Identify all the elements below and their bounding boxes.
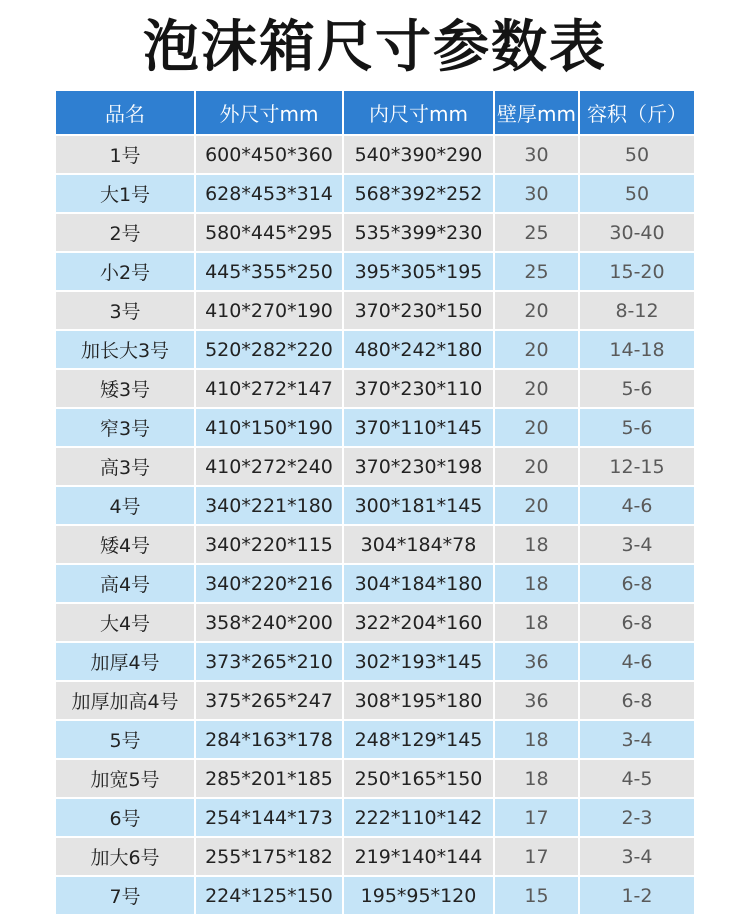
table-row <box>56 448 694 487</box>
cell-name: 7号 <box>56 877 194 914</box>
cell-name: 3号 <box>56 292 194 329</box>
table-row <box>56 604 694 643</box>
cell-inner-size: 370*230*198 <box>344 448 493 485</box>
cell-wall-thickness: 30 <box>495 136 578 173</box>
table-header-row <box>56 91 694 136</box>
table-row <box>56 721 694 760</box>
table-row <box>56 214 694 253</box>
cell-outer-size: 340*220*216 <box>196 565 342 602</box>
cell-inner-size: 370*230*150 <box>344 292 493 329</box>
cell-outer-size: 410*272*240 <box>196 448 342 485</box>
cell-inner-size: 195*95*120 <box>344 877 493 914</box>
cell-volume: 4-5 <box>580 760 694 797</box>
cell-wall-thickness: 36 <box>495 682 578 719</box>
cell-wall-thickness: 20 <box>495 370 578 407</box>
cell-inner-size: 395*305*195 <box>344 253 493 290</box>
cell-outer-size: 340*220*115 <box>196 526 342 563</box>
cell-outer-size: 224*125*150 <box>196 877 342 914</box>
cell-outer-size: 445*355*250 <box>196 253 342 290</box>
cell-outer-size: 628*453*314 <box>196 175 342 212</box>
table-row <box>56 253 694 292</box>
cell-volume: 50 <box>580 175 694 212</box>
cell-inner-size: 308*195*180 <box>344 682 493 719</box>
cell-name: 大4号 <box>56 604 194 641</box>
header-wall-thickness: 壁厚mm <box>495 91 578 134</box>
header-name: 品名 <box>56 91 194 134</box>
cell-wall-thickness: 18 <box>495 604 578 641</box>
cell-inner-size: 219*140*144 <box>344 838 493 875</box>
cell-wall-thickness: 17 <box>495 838 578 875</box>
cell-wall-thickness: 20 <box>495 487 578 524</box>
cell-inner-size: 302*193*145 <box>344 643 493 680</box>
cell-name: 窄3号 <box>56 409 194 446</box>
table-row <box>56 643 694 682</box>
cell-volume: 6-8 <box>580 682 694 719</box>
table-row <box>56 565 694 604</box>
cell-inner-size: 535*399*230 <box>344 214 493 251</box>
size-table <box>56 91 694 916</box>
table-row <box>56 292 694 331</box>
cell-outer-size: 410*270*190 <box>196 292 342 329</box>
cell-name: 大1号 <box>56 175 194 212</box>
cell-outer-size: 580*445*295 <box>196 214 342 251</box>
cell-outer-size: 520*282*220 <box>196 331 342 368</box>
cell-name: 6号 <box>56 799 194 836</box>
cell-inner-size: 250*165*150 <box>344 760 493 797</box>
table-row <box>56 526 694 565</box>
cell-name: 矮4号 <box>56 526 194 563</box>
cell-name: 加大6号 <box>56 838 194 875</box>
cell-outer-size: 410*150*190 <box>196 409 342 446</box>
cell-inner-size: 568*392*252 <box>344 175 493 212</box>
cell-volume: 30-40 <box>580 214 694 251</box>
cell-volume: 14-18 <box>580 331 694 368</box>
table-row <box>56 877 694 916</box>
cell-inner-size: 248*129*145 <box>344 721 493 758</box>
table-row <box>56 838 694 877</box>
cell-wall-thickness: 20 <box>495 448 578 485</box>
cell-name: 小2号 <box>56 253 194 290</box>
cell-volume: 4-6 <box>580 487 694 524</box>
cell-name: 加宽5号 <box>56 760 194 797</box>
cell-inner-size: 304*184*78 <box>344 526 493 563</box>
cell-wall-thickness: 18 <box>495 565 578 602</box>
cell-volume: 3-4 <box>580 526 694 563</box>
cell-volume: 50 <box>580 136 694 173</box>
cell-outer-size: 284*163*178 <box>196 721 342 758</box>
cell-volume: 3-4 <box>580 838 694 875</box>
table-row <box>56 331 694 370</box>
cell-outer-size: 410*272*147 <box>196 370 342 407</box>
cell-wall-thickness: 25 <box>495 253 578 290</box>
cell-volume: 5-6 <box>580 370 694 407</box>
cell-wall-thickness: 36 <box>495 643 578 680</box>
cell-wall-thickness: 17 <box>495 799 578 836</box>
table-body <box>56 136 694 916</box>
header-inner-size: 内尺寸mm <box>344 91 493 134</box>
cell-name: 加厚加高4号 <box>56 682 194 719</box>
cell-wall-thickness: 18 <box>495 526 578 563</box>
cell-volume: 3-4 <box>580 721 694 758</box>
header-outer-size: 外尺寸mm <box>196 91 342 134</box>
cell-outer-size: 375*265*247 <box>196 682 342 719</box>
cell-name: 加长大3号 <box>56 331 194 368</box>
table-row <box>56 799 694 838</box>
cell-wall-thickness: 30 <box>495 175 578 212</box>
cell-outer-size: 373*265*210 <box>196 643 342 680</box>
cell-name: 高3号 <box>56 448 194 485</box>
cell-outer-size: 358*240*200 <box>196 604 342 641</box>
cell-outer-size: 255*175*182 <box>196 838 342 875</box>
cell-name: 加厚4号 <box>56 643 194 680</box>
table-row <box>56 370 694 409</box>
header-volume: 容积（斤） <box>580 91 694 134</box>
cell-name: 1号 <box>56 136 194 173</box>
table-row <box>56 682 694 721</box>
cell-outer-size: 600*450*360 <box>196 136 342 173</box>
cell-outer-size: 340*221*180 <box>196 487 342 524</box>
cell-volume: 8-12 <box>580 292 694 329</box>
table-row <box>56 175 694 214</box>
cell-outer-size: 254*144*173 <box>196 799 342 836</box>
cell-volume: 5-6 <box>580 409 694 446</box>
cell-inner-size: 370*110*145 <box>344 409 493 446</box>
cell-volume: 15-20 <box>580 253 694 290</box>
cell-name: 矮3号 <box>56 370 194 407</box>
cell-wall-thickness: 20 <box>495 409 578 446</box>
page-title: 泡沫箱尺寸参数表 <box>143 15 607 80</box>
table-row <box>56 760 694 799</box>
cell-outer-size: 285*201*185 <box>196 760 342 797</box>
cell-wall-thickness: 20 <box>495 331 578 368</box>
cell-name: 5号 <box>56 721 194 758</box>
cell-wall-thickness: 18 <box>495 760 578 797</box>
cell-name: 2号 <box>56 214 194 251</box>
cell-inner-size: 370*230*110 <box>344 370 493 407</box>
cell-inner-size: 222*110*142 <box>344 799 493 836</box>
cell-inner-size: 480*242*180 <box>344 331 493 368</box>
cell-wall-thickness: 18 <box>495 721 578 758</box>
cell-volume: 12-15 <box>580 448 694 485</box>
cell-inner-size: 540*390*290 <box>344 136 493 173</box>
cell-wall-thickness: 25 <box>495 214 578 251</box>
cell-inner-size: 300*181*145 <box>344 487 493 524</box>
cell-wall-thickness: 20 <box>495 292 578 329</box>
table-row <box>56 409 694 448</box>
cell-name: 4号 <box>56 487 194 524</box>
cell-volume: 6-8 <box>580 565 694 602</box>
cell-volume: 2-3 <box>580 799 694 836</box>
cell-name: 高4号 <box>56 565 194 602</box>
cell-wall-thickness: 15 <box>495 877 578 914</box>
cell-volume: 4-6 <box>580 643 694 680</box>
table-row <box>56 487 694 526</box>
cell-volume: 6-8 <box>580 604 694 641</box>
cell-volume: 1-2 <box>580 877 694 914</box>
table-row <box>56 136 694 175</box>
cell-inner-size: 322*204*160 <box>344 604 493 641</box>
cell-inner-size: 304*184*180 <box>344 565 493 602</box>
